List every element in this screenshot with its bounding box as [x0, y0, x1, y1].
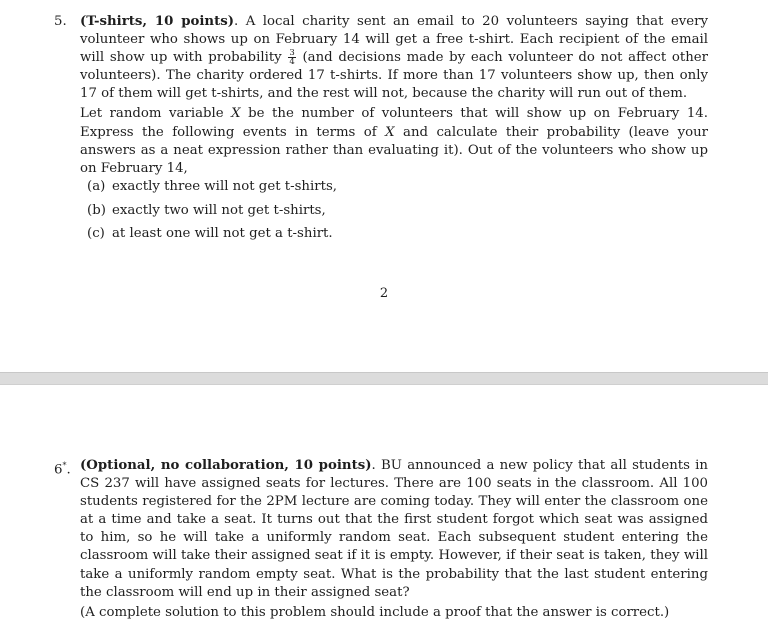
problem-5-statement: (T-shirts, 10 points). A local charity sent an email to 20 volunteers saying that every volunteer who shows up on February 14 will get a free t-shirt. Each recipient of the email will show up with probability $\frac{3}{4}$ (and decisions made by each volunteer do not affect other volunteers). The charity ordered 17 t-shirts. If more than 17 volunteers show up, then only 17 of them will get t-shirts, and the rest will not, because the charity will run out of them.: [80, 14, 709, 102]
page-separator: [0, 372, 768, 385]
para2-part-b: be the number of volunteers that will show up on February 14. Express the following events in terms of: [80, 106, 708, 140]
para2-part-a: Let random variable: [80, 106, 224, 122]
part-text: at least one will not get a t-shirt.: [112, 226, 333, 241]
part-label: (a): [87, 179, 106, 194]
list-item: [87, 178, 337, 202]
fraction-denominator: 4: [289, 57, 295, 68]
variable-x: X: [385, 124, 395, 140]
part-text: exactly two will not get t-shirts,: [112, 202, 326, 218]
list-item: [87, 225, 337, 249]
problem-6-number-dot: .: [66, 462, 71, 478]
problem-5-title: (T-shirts, 10 points): [80, 14, 235, 29]
fraction-numerator: 3: [289, 48, 295, 59]
variable-x: X: [231, 106, 241, 122]
problem-5-parts: [87, 178, 337, 249]
problem-5-random-variable-paragraph: [80, 105, 708, 177]
problem-6-body: BU announced a new policy that all students in CS 237 will have assigned seats for lectures. There are 100 seats in the classroom. All 100 students registered for the 2PM lecture are coming today. They will enter the classroom one at a time and take a seat. It turns out that the first student forgot which seat was assigned to him, so he will take a uniformly random seat. Each subsequent student entering the classroom will take their assigned seat if it is empty. However, if their seat is taken, they will take a uniformly random empty seat. What is the probability that the last student entering the classroom will end up in their assigned seat?: [80, 458, 708, 600]
list-item: [87, 202, 337, 226]
problem-5: [54, 13, 709, 178]
problem-6-number-digit: 6: [54, 462, 63, 478]
problem-6-note: (A complete solution to this problem should include a proof that the answer is correct.): [80, 604, 670, 620]
problem-6: [54, 457, 708, 622]
part-label: (c): [87, 226, 105, 241]
page-3: [0, 385, 768, 629]
problem-5-intro: A local charity sent an email to 20 volunteers saying that every volunteer who shows up on February 14 will get a free t-shirt. Each recipient of the email will show up with probability: [80, 14, 708, 66]
part-text: exactly three will not get t-shirts,: [112, 179, 337, 194]
fraction-three-quarters: [288, 49, 295, 66]
problem-6-number: [54, 457, 71, 480]
page-number: 2: [379, 286, 389, 301]
part-label: (b): [87, 202, 106, 218]
optional-star-mark: *: [62, 461, 67, 470]
para2-part-c: and calculate their probability (leave your answers as a neat expression rather than evaluating it). Out of the volunteers who show up on February 14,: [80, 124, 709, 176]
problem-5-number: 5.: [54, 14, 67, 29]
problem-6-title: (Optional, no collaboration, 10 points): [80, 458, 372, 473]
problem-5-intro-rest: (and decisions made by each volunteer do not affect other volunteers). The charity ordered 17 t-shirts. If more than 17 volunteers show up, then only 17 of them will get t-shirts, and the rest will not, because the charity will run out of them.: [80, 50, 709, 102]
problem-6-statement: (Optional, no collaboration, 10 points). BU announced a new policy that all students in CS 237 will have assigned seats for lectures. There are 100 seats in the classroom. All 100 students registered for the 2PM lecture are coming today. They will enter the classroom one at a time and take a seat. It turns out that the first student forgot which seat was assigned to him, so he will take a uniformly random seat. Each subsequent student entering the classroom will take their assigned seat if it is empty. However, if their seat is taken, they will take a uniformly random empty seat. What is the probability that the last student entering the classroom will end up in their assigned seat?: [80, 458, 708, 600]
